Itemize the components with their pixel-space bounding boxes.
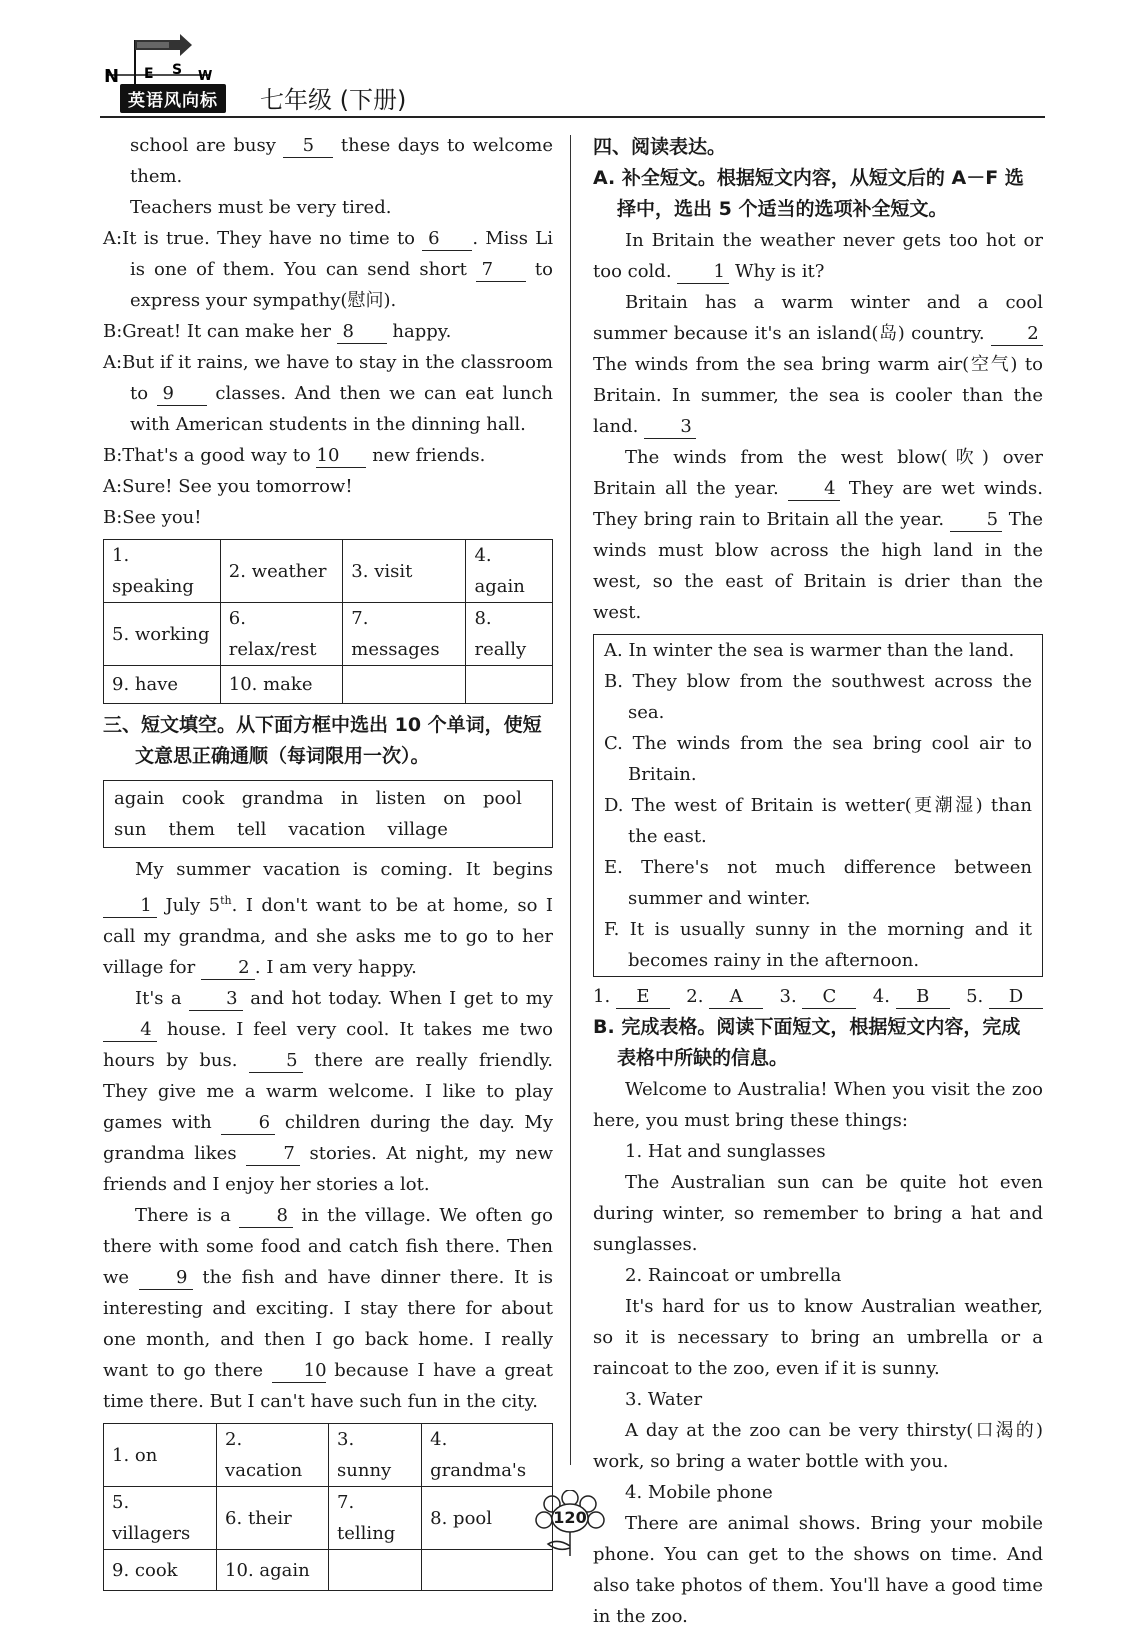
answer-blank: 3	[644, 416, 696, 439]
answer-blank: 1	[103, 895, 157, 918]
answer-blank: 7	[476, 259, 526, 282]
option-item: D. The west of Britain is wetter(更潮湿) than the east.	[604, 795, 1032, 847]
answer-item: 2. A	[686, 981, 763, 1012]
right-column	[593, 132, 1043, 1632]
answer-blank: 5	[249, 1050, 303, 1073]
speaker-label: A:	[103, 476, 123, 497]
header-divider	[100, 116, 1045, 118]
answer-blank: 8	[239, 1205, 293, 1228]
word-option: on	[443, 788, 466, 809]
answer-cell	[343, 666, 466, 704]
table-row	[104, 540, 553, 603]
svg-text:N: N	[104, 66, 120, 87]
word-option: sun	[114, 819, 147, 840]
speaker-label: B:	[103, 321, 123, 342]
word-option: village	[387, 819, 448, 840]
answer-cell: 4. grandma's	[422, 1424, 553, 1487]
left-column	[103, 130, 553, 1591]
passage-paragraph: 4. Mobile phone	[625, 1482, 773, 1503]
answer-blank: 6	[221, 1112, 275, 1135]
logo-label: 英语风向标	[120, 84, 226, 113]
answer-blank: 5	[283, 135, 333, 158]
passage-paragraph: My summer vacation is coming. It begins 1 July 5th. I don't want to be at home, so I call my grandma, and she asks me to go to her village for 2 . I am very happy.	[103, 859, 553, 978]
answer-cell: 1. speaking	[104, 540, 221, 603]
passage-paragraph: Britain has a warm winter and a cool summer because it's an island(岛) country. 2 The winds from the sea bring warm air(空气) to Britain. In summer, the sea is cooler than the land. 3	[593, 292, 1043, 437]
answers-table-3	[103, 1423, 553, 1591]
column-divider	[570, 135, 571, 1465]
page-number: 120	[553, 1508, 587, 1527]
page-header	[100, 30, 1045, 116]
passage-paragraph: In Britain the weather never gets too hot or too cold. 1 Why is it?	[593, 230, 1043, 282]
option-item: A. In winter the sea is warmer than the land.	[604, 640, 1015, 661]
answer-blank: 2	[201, 957, 255, 980]
answer-cell: 5. villagers	[104, 1487, 217, 1550]
answers-a	[593, 981, 1043, 1012]
answer-blank: E	[616, 986, 670, 1009]
answer-item: 1. E	[593, 981, 670, 1012]
answer-blank: B	[896, 986, 950, 1009]
answers-table-2	[103, 539, 553, 704]
answer-cell: 5. working	[104, 603, 221, 666]
passage-paragraph: It's hard for us to know Australian weather, so it is necessary to bring an umbrella or a raincoat to the zoo, even if it is sunny.	[593, 1296, 1043, 1379]
answer-cell: 2. weather	[220, 540, 343, 603]
passage-paragraph: Welcome to Australia! When you visit the zoo here, you must bring these things:	[593, 1079, 1043, 1131]
option-item: E. There's not much difference between summer and winter.	[604, 857, 1032, 909]
answer-cell: 1. on	[104, 1424, 217, 1487]
word-option: in	[340, 788, 359, 809]
passage-paragraph: There is a 8 in the village. We often go there with some food and catch fish there. Then we 9 the fish and have dinner there. It is interesting and exciting. I stay there for about one month, and then I go back home. I really want to go there 10 because I have a great time there. But I can't have such fun in the city.	[103, 1205, 553, 1412]
page-number-badge	[530, 1490, 610, 1560]
dialogue-line: B:Great! It can make her 8 happy.	[103, 321, 452, 342]
option-item: B. They blow from the southwest across the sea.	[604, 671, 1032, 723]
answer-cell: 2. vacation	[217, 1424, 329, 1487]
dialogue-line: A:But if it rains, we have to stay in the classroom to 9 classes. And then we can eat lunch with American students in the dinning hall.	[103, 352, 553, 435]
dialogue-line: school are busy 5 these days to welcome them.	[130, 135, 553, 187]
partB-title: B. 完成表格。阅读下面短文，根据短文内容，完成 表格中所缺的信息。	[593, 1016, 1021, 1069]
answer-blank: 3	[189, 988, 243, 1011]
answer-cell: 9. cook	[104, 1550, 217, 1591]
answer-blank: 2	[991, 323, 1043, 346]
answer-cell: 3. visit	[343, 540, 466, 603]
passage-paragraph: There are animal shows. Bring your mobile phone. You can get to the shows on time. And also take photos of them. You'll have a good time in the zoo.	[593, 1513, 1043, 1627]
answer-blank: 10	[316, 445, 366, 468]
word-box-row	[114, 814, 542, 845]
word-option: pool	[482, 788, 522, 809]
svg-text:S: S	[172, 62, 183, 78]
answer-blank: 4	[103, 1019, 157, 1042]
logo	[100, 30, 250, 111]
table-row	[104, 1487, 553, 1550]
dialogue-line: B:See you!	[103, 507, 202, 528]
word-option: vacation	[288, 819, 366, 840]
answer-blank: 10	[272, 1360, 326, 1383]
answer-blank: 5	[950, 509, 1002, 532]
answer-blank: 9	[139, 1267, 193, 1290]
passage-paragraph: The winds from the west blow(吹) over Britain all the year. 4 They are wet winds. They bring rain to Britain all the year. 5 The winds must blow across the high land in the west, so the east of Britain is drier than the west.	[593, 447, 1043, 623]
svg-text:W: W	[198, 69, 213, 84]
answer-blank: A	[709, 986, 763, 1009]
table-row	[104, 1550, 553, 1591]
answer-blank: 4	[788, 478, 840, 501]
answer-cell: 9. have	[104, 666, 221, 704]
dialogue-line: A:It is true. They have no time to 6 . Miss Li is one of them. You can send short 7 to express your sympathy(慰问).	[103, 228, 554, 311]
answer-blank: 1	[677, 261, 729, 284]
word-box	[103, 780, 553, 848]
answer-item: 3. C	[780, 981, 857, 1012]
dialogue-line: B:That's a good way to 10 new friends.	[103, 445, 486, 466]
answer-cell: 6. relax/rest	[220, 603, 343, 666]
passage-paragraph: 2. Raincoat or umbrella	[625, 1265, 842, 1286]
answer-cell: 10. again	[217, 1550, 329, 1591]
answer-cell: 7. telling	[329, 1487, 422, 1550]
speaker-label: B:	[103, 507, 123, 528]
option-item: C. The winds from the sea bring cool air to Britain.	[604, 733, 1032, 785]
answer-cell: 4. again	[466, 540, 553, 603]
answer-item: 5. D	[966, 981, 1043, 1012]
word-option: again	[114, 788, 165, 809]
answer-cell: 3. sunny	[329, 1424, 422, 1487]
answer-blank: 7	[246, 1143, 300, 1166]
grade-title: 七年级 (下册)	[260, 86, 407, 114]
speaker-label: A:	[103, 228, 123, 249]
answer-cell: 10. make	[220, 666, 343, 704]
speaker-label: A:	[103, 352, 123, 373]
word-option: listen	[375, 788, 426, 809]
passage-paragraph: A day at the zoo can be very thirsty(口渴的) work, so bring a water bottle with you.	[593, 1420, 1043, 1472]
passage-paragraph: 3. Water	[625, 1389, 703, 1410]
dialogue-line: Teachers must be very tired.	[130, 197, 392, 218]
passage-paragraph: 1. Hat and sunglasses	[625, 1141, 826, 1162]
table-row	[104, 1424, 553, 1487]
answer-cell: 8. pool	[422, 1487, 553, 1550]
answer-cell: 7. messages	[343, 603, 466, 666]
speaker-label: B:	[103, 445, 123, 466]
word-option: grandma	[241, 788, 324, 809]
answer-cell: 8. really	[466, 603, 553, 666]
answer-blank: 9	[157, 383, 207, 406]
passage-paragraph: It's a 3 and hot today. When I get to my 4 house. I feel very cool. It takes me two hours by bus. 5 there are really friendly. They give me a warm welcome. I like to play games with 6 children during the day. My grandma likes 7 stories. At night, my new friends and I enjoy her stories a lot.	[103, 988, 553, 1195]
table-row	[104, 666, 553, 704]
word-option: tell	[236, 819, 267, 840]
table-row	[104, 603, 553, 666]
answer-cell: 6. their	[217, 1487, 329, 1550]
answer-blank: 8	[337, 321, 387, 344]
partA-title: A. 补全短文。根据短文内容，从短文后的 A－F 选 择中，选出 5 个适当的选项补全短文。	[593, 167, 1024, 220]
options-box	[593, 634, 1043, 977]
passage-b	[593, 1074, 1043, 1632]
answer-cell	[466, 666, 553, 704]
answer-blank: C	[802, 986, 856, 1009]
dialogue	[103, 130, 553, 533]
word-option: cook	[181, 788, 225, 809]
answer-blank: D	[989, 986, 1043, 1009]
section4-title: 四、阅读表达。	[593, 136, 727, 158]
svg-text:E: E	[144, 66, 154, 82]
passage-a	[593, 225, 1043, 628]
answer-cell	[329, 1550, 422, 1591]
superscript: th	[220, 894, 232, 907]
passage-paragraph: The Australian sun can be quite hot even during winter, so remember to bring a hat and sunglasses.	[593, 1172, 1043, 1255]
word-option: them	[168, 819, 215, 840]
section3-title: 三、短文填空。从下面方框中选出 10 个单词，使短 文意思正确通顺（每词限用一次）。	[103, 714, 542, 767]
word-box-row	[114, 783, 542, 814]
answer-item: 4. B	[873, 981, 950, 1012]
cloze-passage	[103, 854, 553, 1417]
answer-blank: 6	[422, 228, 472, 251]
option-item: F. It is usually sunny in the morning and it becomes rainy in the afternoon.	[604, 919, 1032, 971]
dialogue-line: A:Sure! See you tomorrow!	[103, 476, 353, 497]
